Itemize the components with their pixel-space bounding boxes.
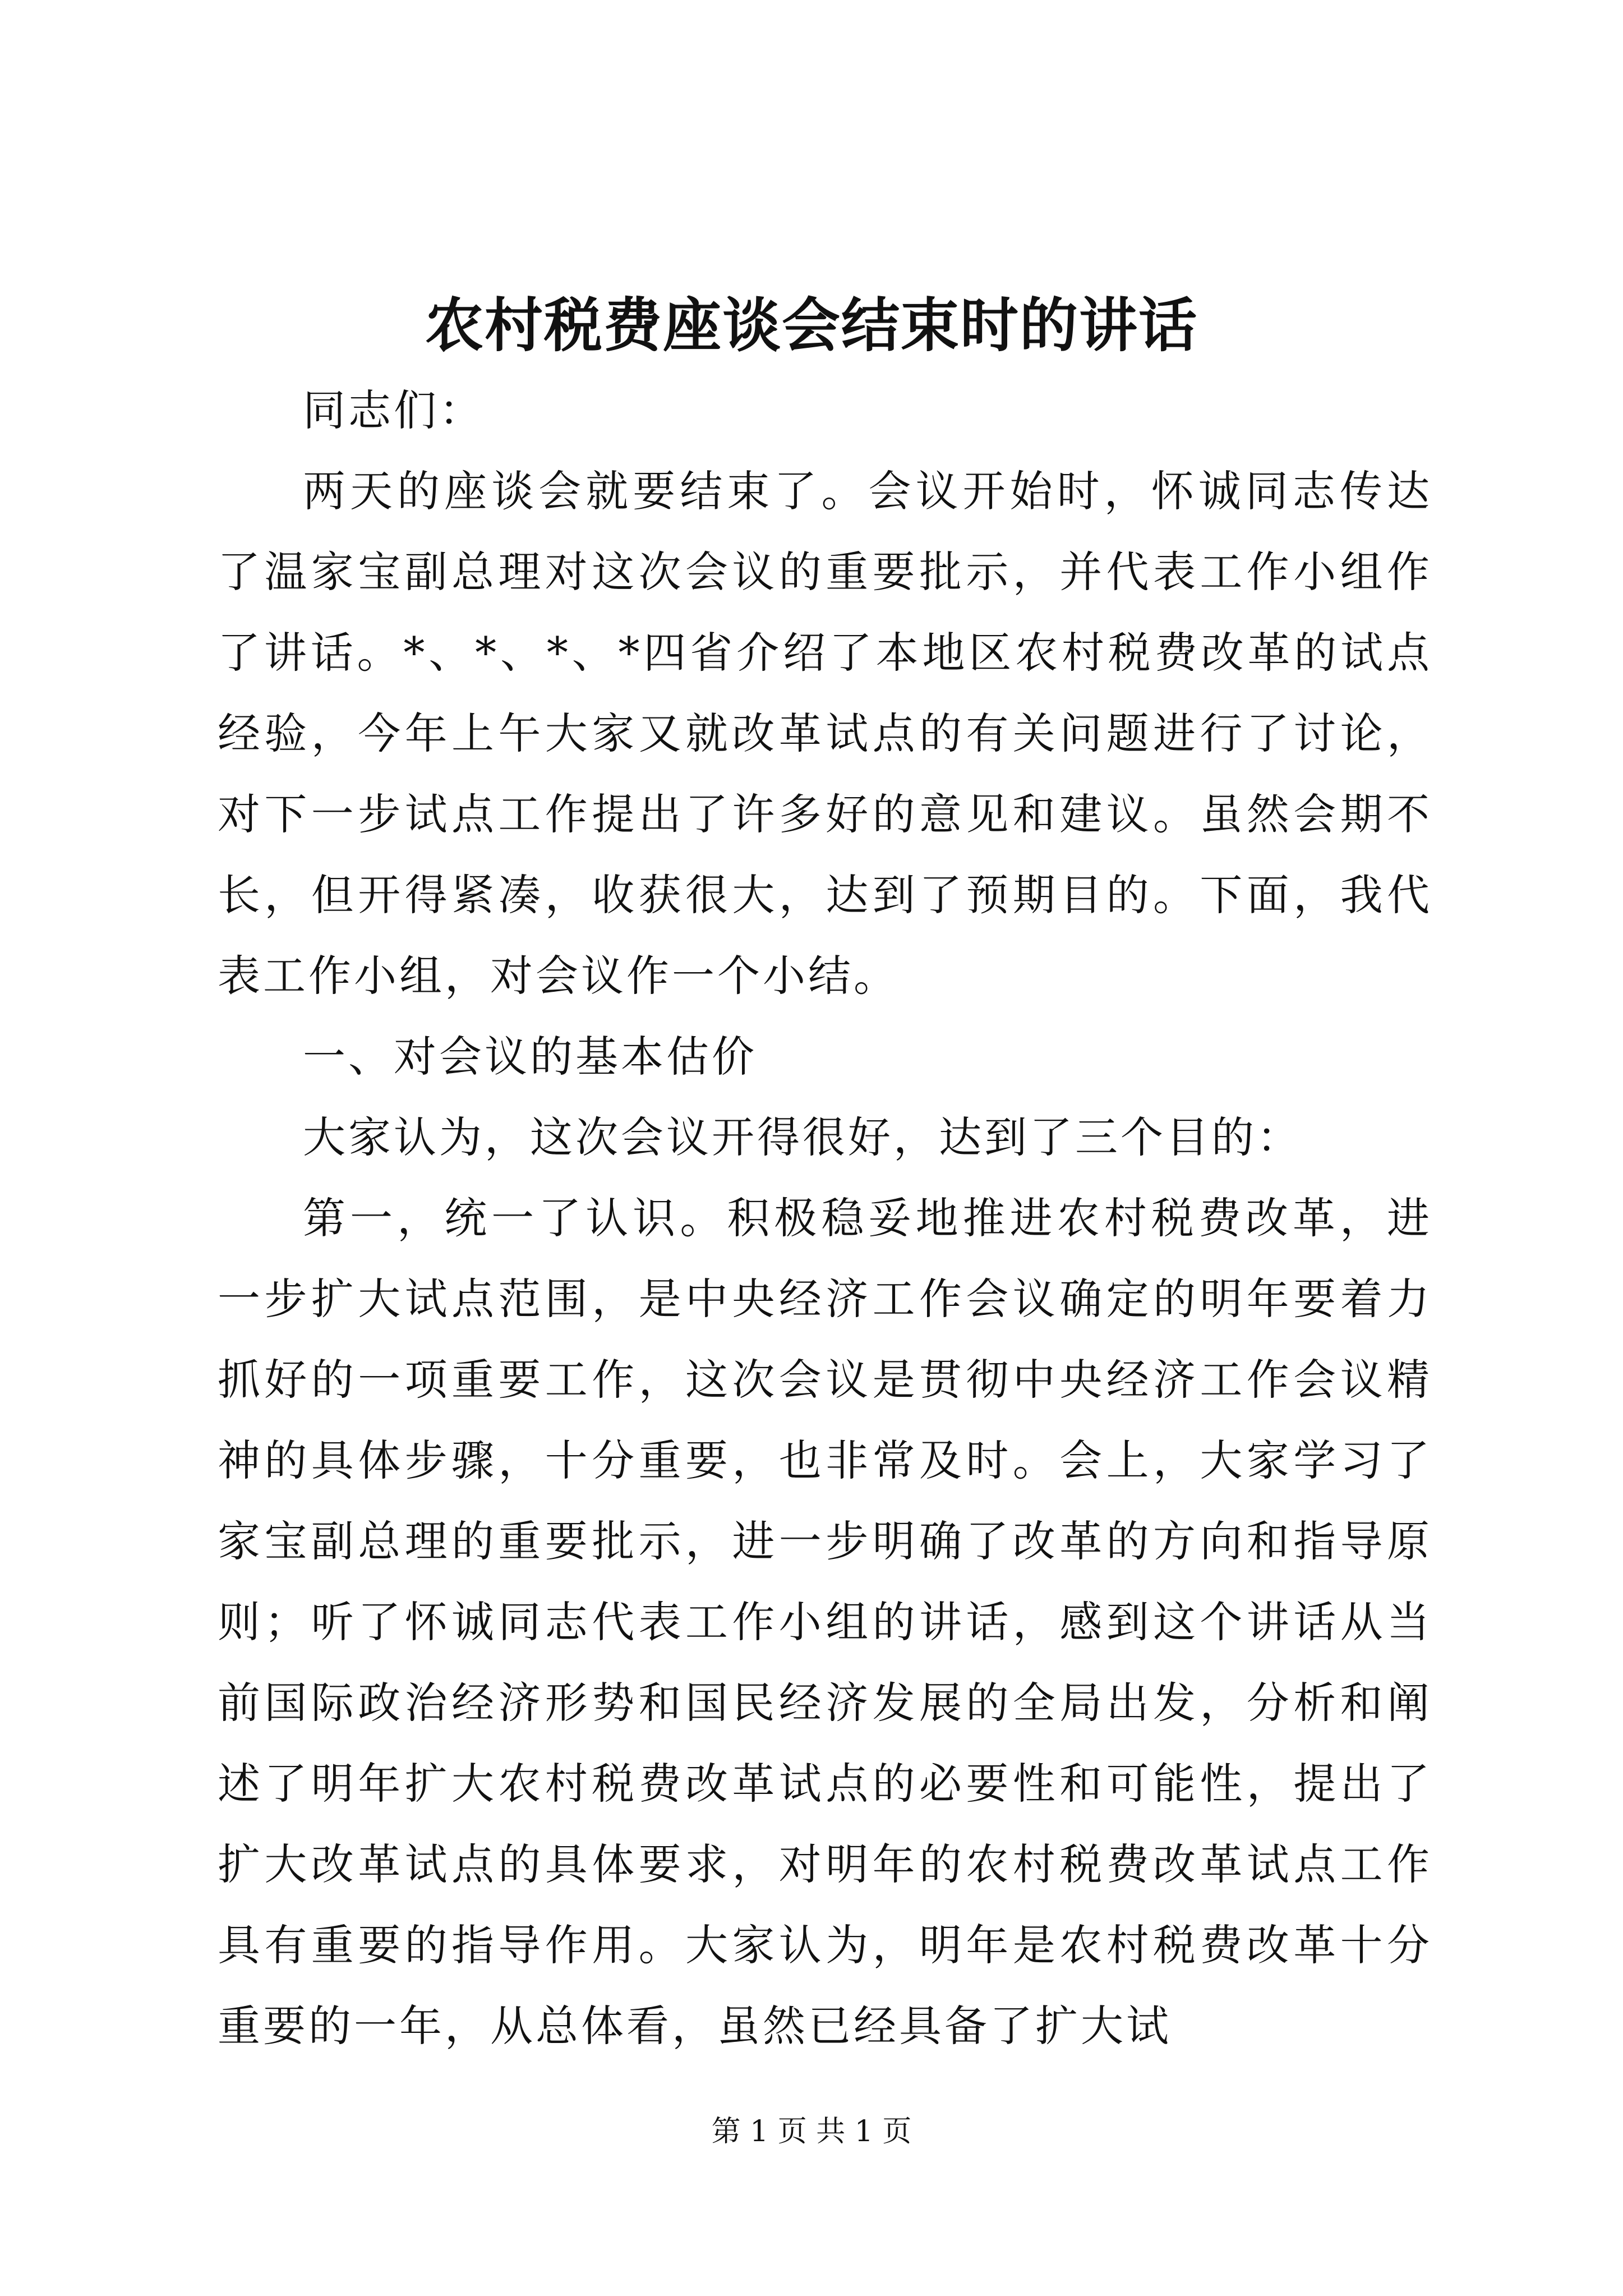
document-body [218, 370, 1432, 2067]
document-title: 农村税费座谈会结束时的讲话 [425, 291, 1198, 360]
page-footer: 第 1 页 共 1 页 [711, 2115, 912, 2148]
intro-paragraph: 两天的座谈会就要结束了。会议开始时，怀诚同志传达了温家宝副总理对这次会议的重要批示，并代表工作小组作了讲话。*、*、*、*四省介绍了本地区农村税费改革的试点经验，今年上午大家又就改革试点的有关问题进行了讨论，对下一步试点工作提出了许多好的意见和建议。虽然会期不长，但开得紧凑，收获很大，达到了预期目的。下面，我代表工作小组，对会议作一个小结。 [218, 466, 1432, 1001]
summary-paragraph: 大家认为，这次会议开得很好，达到了三个目的： [303, 1112, 1302, 1162]
point-one-paragraph: 第一，统一了认识。积极稳妥地推进农村税费改革，进一步扩大试点范围，是中央经济工作会议确定的明年要着力抓好的一项重要工作，这次会议是贯彻中央经济工作会议精神的具体步骤，十分重要，也非常及时。会上，大家学习了家宝副总理的重要批示，进一步明确了改革的方向和指导原则；听了怀诚同志代表工作小组的讲话，感到这个讲话从当前国际政治经济形势和国民经济发展的全局出发，分析和阐述了明年扩大农村税费改革试点的必要性和可能性，提出了扩大改革试点的具体要求，对明年的农村税费改革试点工作具有重要的指导作用。大家认为，明年是农村税费改革十分重要的一年，从总体看，虽然已经具备了扩大试 [218, 1193, 1432, 2051]
salutation-paragraph: 同志们： [303, 385, 485, 435]
section-heading: 一、对会议的基本估价 [303, 1032, 757, 1082]
